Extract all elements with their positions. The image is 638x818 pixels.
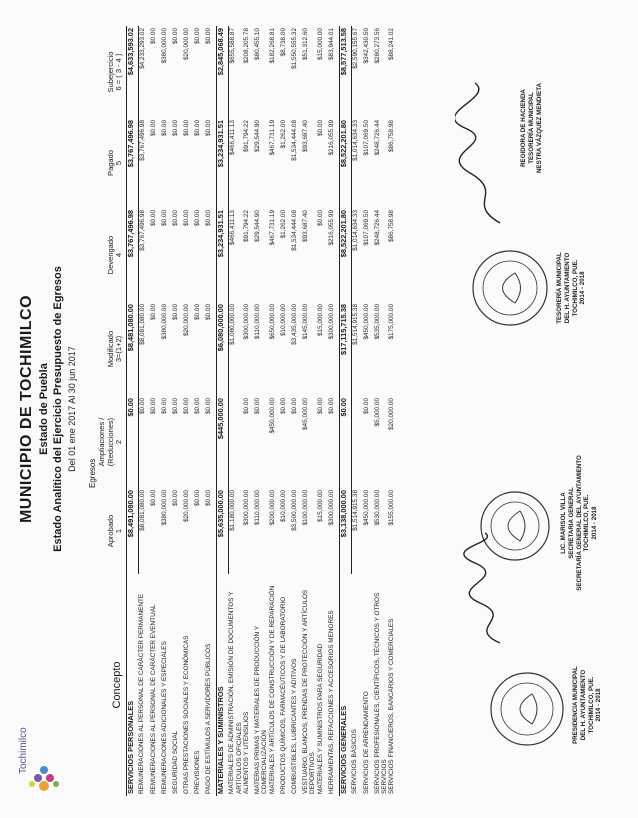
report-period: Del 01 ene 2017 Al 30 jun 2017 bbox=[67, 346, 77, 472]
value-cell: $15,000.00 bbox=[316, 490, 324, 522]
value-cell: $0.00 bbox=[182, 398, 190, 414]
value-cell: $5,635,000.00 bbox=[216, 488, 228, 574]
value-cell: $3,138,000.00 bbox=[339, 488, 351, 574]
value-cell: $0.00 bbox=[149, 304, 157, 320]
value-cell: $80,455.10 bbox=[254, 28, 262, 60]
value-cell: $29,544.90 bbox=[254, 210, 262, 242]
value-cell: $86,758.98 bbox=[388, 120, 396, 152]
value-cell: $300,000.00 bbox=[243, 490, 251, 526]
value-cell: $280,273.56 bbox=[373, 28, 381, 64]
value-cell: $20,000.00 bbox=[182, 304, 190, 336]
concept-cell: PAGO DE ESTÍMULOS A SERVIDORES PÚBLICOS bbox=[204, 643, 212, 794]
value-cell: $20,000.00 bbox=[388, 398, 396, 430]
handwritten-signature bbox=[455, 78, 515, 228]
value-cell: $8,522,201.80 bbox=[339, 208, 351, 302]
value-cell: $3,435,000.00 bbox=[290, 304, 298, 345]
value-cell: $0.00 bbox=[327, 398, 335, 414]
value-cell: $248,726.44 bbox=[373, 120, 381, 156]
value-cell: $445,000.00 bbox=[216, 396, 228, 488]
value-cell: $110,000.00 bbox=[254, 490, 262, 526]
value-cell: $208,205.78 bbox=[243, 28, 251, 64]
signature-block-presidencia: PRESIDENCIA MUNICIPAL DEL H. AYUNTAMIENTO TOCHIMILCO, PUE. 2014 - 2018 bbox=[572, 666, 603, 744]
value-cell: $1,550,555.32 bbox=[290, 28, 298, 69]
value-cell: $100,000.00 bbox=[301, 490, 309, 526]
value-cell: $0.00 bbox=[160, 398, 168, 414]
value-cell: $467,731.19 bbox=[268, 210, 276, 246]
column-header: Subejercicio 6 = ( 3 - 4 ) bbox=[105, 51, 124, 93]
table-row bbox=[351, 26, 363, 796]
concept-cell: PRODUCTOS QUÍMICOS, FARMACÉUTICOS Y DE LABORATORIO bbox=[279, 596, 287, 794]
value-cell: $0.00 bbox=[204, 490, 212, 506]
value-cell: $0.00 bbox=[171, 210, 179, 226]
value-cell: $0.00 bbox=[279, 398, 287, 414]
value-cell: $0.00 bbox=[126, 396, 138, 488]
concept-cell: REMUNERACIONES ADICIONALES Y ESPECIALES bbox=[160, 641, 168, 794]
concept-cell: VESTUARIO, BLANCOS, PRENDAS DE PROTECCIÓN Y ARTÍCULOS DEPORTIVOS bbox=[301, 589, 317, 794]
table-row bbox=[161, 26, 172, 796]
value-cell: $8,738.00 bbox=[279, 28, 287, 57]
value-cell: $86,758.98 bbox=[388, 210, 396, 242]
column-header: Modificado 3=(1+2) bbox=[105, 330, 124, 368]
value-cell: $300,000.00 bbox=[243, 304, 251, 340]
section-row bbox=[216, 26, 228, 796]
value-cell: $450,000.00 bbox=[362, 490, 370, 526]
value-cell: $0.00 bbox=[204, 210, 212, 226]
value-cell: $0.00 bbox=[193, 28, 201, 44]
table-row bbox=[317, 26, 328, 796]
value-cell: $0.00 bbox=[182, 120, 190, 136]
value-cell: $107,069.50 bbox=[362, 120, 370, 156]
value-cell: $300,000.00 bbox=[327, 490, 335, 526]
column-header: Devengado 4 bbox=[105, 235, 124, 275]
value-cell: $93,687.40 bbox=[301, 120, 309, 152]
section-row bbox=[339, 26, 351, 796]
value-cell: $4,633,593.02 bbox=[126, 26, 138, 118]
value-cell: $3,234,931.51 bbox=[216, 118, 228, 208]
value-cell: $175,000.00 bbox=[388, 304, 396, 340]
column-header: Aprobado 1 bbox=[105, 514, 124, 548]
value-cell: $3,767,496.98 bbox=[126, 208, 138, 302]
concept-cell: MATERIALES Y SUMINISTROS PARA SEGURIDAD bbox=[316, 643, 324, 794]
value-cell: $5,000.00 bbox=[373, 398, 381, 427]
value-cell: $0.00 bbox=[149, 120, 157, 136]
table-row bbox=[374, 26, 389, 796]
value-cell: $1,514,915.38 bbox=[351, 490, 359, 531]
municipal-seal-stamp bbox=[488, 670, 566, 748]
value-cell: $1,080,000.00 bbox=[228, 304, 236, 345]
concept-cell: MATERIAS PRIMAS Y MATERIALES DE PRODUCCIÓN Y COMERCIALIZACIÓN bbox=[254, 626, 269, 794]
value-cell: $0.00 bbox=[204, 398, 212, 414]
concept-cell: SERVICIOS BÁSICOS bbox=[351, 729, 359, 794]
value-cell: $93,687.40 bbox=[301, 210, 309, 242]
table-row bbox=[183, 26, 194, 796]
concept-cell: HERRAMIENTAS, REFACCIONES Y ACCESORIOS MENORES bbox=[327, 610, 335, 794]
state-subtitle: Estado de Puebla bbox=[38, 363, 50, 455]
section-row bbox=[126, 26, 138, 796]
value-cell: $0.00 bbox=[160, 120, 168, 136]
value-cell: $15,000.00 bbox=[316, 28, 324, 60]
value-cell: $0.00 bbox=[171, 398, 179, 414]
value-cell: $1,180,000.00 bbox=[228, 490, 236, 531]
concept-cell: OTRAS PRESTACIONES SOCIALES Y ECONÓMICAS bbox=[182, 635, 190, 794]
table-row bbox=[291, 26, 302, 796]
value-cell: $17,115,715.38 bbox=[339, 302, 351, 396]
value-cell: $1,262.00 bbox=[279, 120, 287, 149]
value-cell: $1,514,915.38 bbox=[351, 304, 359, 345]
value-cell: $0.00 bbox=[339, 396, 351, 488]
value-cell: $0.00 bbox=[243, 398, 251, 414]
table-row bbox=[254, 26, 269, 796]
value-cell: $3,234,931.51 bbox=[216, 208, 228, 302]
column-header: Ampliaciones / (Reducciones) 2 bbox=[97, 417, 124, 467]
value-cell: $216,055.99 bbox=[327, 120, 335, 156]
concept-cell: SEGURIDAD SOCIAL bbox=[171, 730, 179, 794]
value-cell: $466,411.13 bbox=[228, 120, 236, 156]
value-cell: $88,241.02 bbox=[388, 28, 396, 60]
table-row bbox=[328, 26, 340, 796]
signature-block-regidora: REGIDORA DE HACIENDA TESORERÍA MUNICIPAL NESTRA VÁZQUEZ MENDIETA bbox=[520, 82, 543, 174]
value-cell: $0.00 bbox=[193, 210, 201, 226]
value-cell: $380,000.00 bbox=[160, 490, 168, 526]
table-header-row bbox=[98, 26, 126, 796]
concept-cell: SERVICIOS PROFESIONALES, CIENTÍFICOS, TÉCNICOS Y OTROS SERVICIOS bbox=[373, 592, 388, 794]
value-cell: $0.00 bbox=[204, 120, 212, 136]
value-cell: $3,767,496.98 bbox=[138, 120, 146, 161]
table-row bbox=[172, 26, 183, 796]
value-cell bbox=[228, 396, 243, 488]
signature-block-secretaria: LIC. MARISOL VILLA SECRETARIA GENERAL SECRETARÍA GENERAL DEL AYUNTAMIENTO TOCHIMILCO, PUE. 2014 - 2018 bbox=[560, 455, 598, 591]
value-cell: $0.00 bbox=[193, 490, 201, 506]
value-cell: $535,000.00 bbox=[373, 304, 381, 340]
egresos-label: Egresos bbox=[88, 458, 97, 488]
table-row bbox=[205, 26, 217, 796]
value-cell: $29,544.90 bbox=[254, 120, 262, 152]
table-row bbox=[302, 26, 317, 796]
value-cell: $248,726.44 bbox=[373, 210, 381, 246]
value-cell: $0.00 bbox=[182, 210, 190, 226]
value-cell: $2,845,068.49 bbox=[216, 26, 228, 118]
table-row bbox=[269, 26, 280, 796]
value-cell: $0.00 bbox=[138, 398, 146, 414]
value-cell: $8,081,080.00 bbox=[138, 304, 146, 345]
value-cell: $2,590,155.67 bbox=[351, 28, 359, 69]
concept-cell: MATERIALES Y ARTÍCULOS DE CONSTRUCCIÓN Y DE REPARACIÓN bbox=[268, 585, 276, 794]
value-cell: $8,081,080.00 bbox=[138, 490, 146, 531]
value-cell: $450,000.00 bbox=[268, 398, 276, 434]
table-row bbox=[363, 26, 374, 796]
concept-cell: SERVICIOS GENERALES bbox=[339, 574, 351, 796]
signature-block-tesoreria: TESORERÍA MUNICIPAL DEL H. AYUNTAMIENTO TOCHIMILCO, PUE. 2014 - 2018 bbox=[556, 252, 587, 324]
value-cell: $155,000.00 bbox=[388, 490, 396, 526]
value-cell: $0.00 bbox=[316, 120, 324, 136]
value-cell: $0.00 bbox=[193, 398, 201, 414]
value-cell: $51,312.60 bbox=[301, 28, 309, 60]
value-cell: $3,767,496.98 bbox=[138, 210, 146, 251]
value-cell: $45,000.00 bbox=[301, 398, 309, 430]
value-cell: $91,794.22 bbox=[243, 120, 251, 152]
value-cell: $1,014,634.33 bbox=[351, 210, 359, 251]
value-cell: $467,731.19 bbox=[268, 120, 276, 156]
value-cell: $107,069.50 bbox=[362, 210, 370, 246]
column-header: Pagado 5 bbox=[105, 150, 124, 176]
value-cell: $0.00 bbox=[204, 304, 212, 320]
value-cell: $0.00 bbox=[204, 28, 212, 44]
value-cell: $0.00 bbox=[193, 120, 201, 136]
concept-cell: COMBUSTIBLES, LUBRICANTES Y ADITIVOS bbox=[290, 658, 298, 794]
value-cell: $0.00 bbox=[171, 120, 179, 136]
value-cell: $145,000.00 bbox=[301, 304, 309, 340]
logo-name: Tochimilco bbox=[18, 727, 29, 774]
concept-cell: SERVICIOS PERSONALES bbox=[126, 574, 138, 796]
value-cell: $0.00 bbox=[316, 210, 324, 226]
concept-cell: MATERIALES DE ADMINISTRACIÓN, EMISIÓN DE DOCUMENTOS Y ARTÍCULOS OFICIALES bbox=[228, 591, 243, 794]
value-cell: $0.00 bbox=[171, 28, 179, 44]
value-cell: $0.00 bbox=[316, 398, 324, 414]
concept-cell: SERVICIOS DE ARRENDAMIENTO bbox=[362, 691, 370, 794]
concept-cell: REMUNERACIONES AL PERSONAL DE CARÁCTER PERMANENTE bbox=[138, 593, 146, 794]
value-cell: $530,000.00 bbox=[373, 490, 381, 526]
value-cell: $10,000.00 bbox=[279, 490, 287, 522]
value-cell: $15,000.00 bbox=[316, 304, 324, 336]
value-cell: $1,534,444.08 bbox=[290, 210, 298, 251]
table-row bbox=[194, 26, 205, 796]
value-cell: $83,944.01 bbox=[327, 28, 335, 60]
value-cell: $0.00 bbox=[171, 304, 179, 320]
concept-cell: ALIMENTOS Y UTENSILIOS bbox=[243, 711, 251, 794]
value-cell: $3,767,496.98 bbox=[126, 118, 138, 208]
value-cell: $380,000.00 bbox=[160, 304, 168, 340]
concept-cell: PREVISIONES bbox=[193, 750, 201, 794]
value-cell: $450,000.00 bbox=[362, 304, 370, 340]
value-cell: $8,522,201.80 bbox=[339, 118, 351, 208]
value-cell: $20,000.00 bbox=[182, 28, 190, 60]
treasury-seal-stamp bbox=[470, 248, 550, 328]
column-header: Concepto bbox=[111, 661, 124, 709]
value-cell: $380,000.00 bbox=[160, 28, 168, 64]
value-cell: $20,000.00 bbox=[182, 490, 190, 522]
value-cell: $0.00 bbox=[149, 210, 157, 226]
value-cell: $0.00 bbox=[149, 28, 157, 44]
value-cell: $0.00 bbox=[362, 398, 370, 414]
value-cell: $216,055.99 bbox=[327, 210, 335, 246]
value-cell: $0.00 bbox=[193, 304, 201, 320]
value-cell: $0.00 bbox=[290, 398, 298, 414]
table-row bbox=[280, 26, 291, 796]
value-cell: $10,000.00 bbox=[279, 304, 287, 336]
value-cell: $0.00 bbox=[171, 490, 179, 506]
concept-cell: SERVICIOS FINANCIEROS, BANCARIOS Y COMERCIALES bbox=[388, 618, 396, 794]
value-cell: $182,268.81 bbox=[268, 28, 276, 64]
concept-cell: REMUNERACIONES AL PERSONAL DE CARÁCTER EVENTUAL bbox=[149, 604, 157, 794]
municipality-title: MUNICIPIO DE TOCHIMILCO bbox=[18, 294, 35, 524]
concept-cell: MATERIALES Y SUMINISTROS bbox=[216, 574, 228, 796]
table-row bbox=[388, 26, 399, 796]
value-cell: $1,014,634.33 bbox=[351, 120, 359, 161]
value-cell: $6,080,000.00 bbox=[216, 302, 228, 396]
table-row bbox=[138, 26, 150, 796]
value-cell: $342,430.50 bbox=[362, 28, 370, 64]
value-cell: $8,491,080.00 bbox=[126, 488, 138, 574]
value-cell: $91,794.22 bbox=[243, 210, 251, 242]
value-cell: $300,000.00 bbox=[327, 304, 335, 340]
value-cell: $1,534,444.08 bbox=[290, 120, 298, 161]
table-row bbox=[150, 26, 161, 796]
table-row bbox=[228, 26, 243, 796]
value-cell: $0.00 bbox=[254, 398, 262, 414]
value-cell: $8,481,080.00 bbox=[126, 302, 138, 396]
value-cell: $650,000.00 bbox=[268, 304, 276, 340]
value-cell: $8,577,513.58 bbox=[339, 26, 351, 118]
value-cell: $466,411.13 bbox=[228, 210, 236, 246]
handwritten-signature bbox=[460, 528, 520, 648]
value-cell: $0.00 bbox=[149, 398, 157, 414]
value-cell: $0.00 bbox=[160, 210, 168, 226]
value-cell: $110,000.00 bbox=[254, 304, 262, 340]
value-cell: $4,233,293.02 bbox=[138, 28, 146, 69]
report-title: Estado Analítico del Ejercicio Presupuesto de Egresos bbox=[52, 266, 64, 552]
budget-table bbox=[98, 26, 399, 796]
value-cell: $1,262.00 bbox=[279, 210, 287, 239]
table-row bbox=[243, 26, 254, 796]
value-cell bbox=[351, 396, 363, 488]
value-cell: $655,588.87 bbox=[228, 28, 236, 64]
value-cell: $3,500,000.00 bbox=[290, 490, 298, 531]
value-cell: $0.00 bbox=[149, 490, 157, 506]
value-cell: $200,000.00 bbox=[268, 490, 276, 526]
